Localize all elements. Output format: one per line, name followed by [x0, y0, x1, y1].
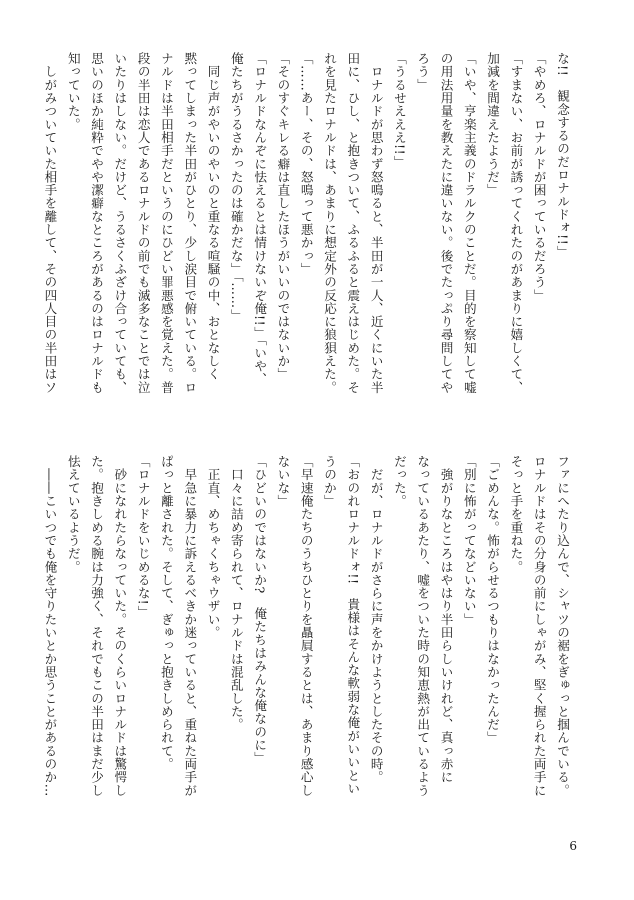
text-line: そっと手を重ねた。	[508, 455, 524, 574]
text-line: 思いのほか純粋でやや潔癖なところがあるのはロナルドも	[89, 52, 105, 394]
text-line: しがみついていた相手を離して、その四人目の半田はソ	[42, 52, 58, 394]
lower-text-block	[42, 455, 574, 820]
text-line: 「いや、亨楽主義のドラルクのことだ。目的を察知して嘘	[461, 52, 477, 394]
text-line: ファにへたり込んで、シャツの裾をぎゅっと掴んでいる。	[555, 455, 570, 797]
text-line: ロナルドが思わず怒鳴ると、半田が一人、近くにいた半	[368, 52, 384, 394]
text-line: うのか」	[322, 455, 338, 508]
text-line: 同じ声がやいのやいのと重なる喧騒の中、おとなしく	[205, 52, 221, 381]
text-line: 「別に怖がってなどいない」	[461, 455, 477, 626]
text-line: 強がりなところはやはり半田らしいけれど、真っ赤に	[438, 455, 454, 784]
text-line: 怯えているようだ。	[65, 455, 81, 574]
text-line: 「やめろ、ロナルドが困っているだろう」	[531, 52, 547, 302]
text-line: 加減を間違えたようだ」	[485, 52, 501, 197]
text-line: 正直、めちゃくちゃウザい。	[205, 455, 221, 640]
text-line: 「おのれロナルドォ!! 貴様はそんな軟弱な俺がいいとい	[345, 455, 361, 795]
text-line: 「ごめんな。怖がらせるつもりはなかったんだ」	[485, 455, 501, 745]
text-line: いたりはしない。だけど、うるさくふざけ合っていても、	[112, 52, 128, 394]
text-line: 田に、ひし、と抱きついて、ふるふると震えはじめた。そ	[345, 52, 361, 394]
text-line: の用法用量を教えたに違いない。後でたっぷり尋問してや	[438, 52, 454, 394]
page-number: 6	[569, 839, 577, 853]
upper-text-block	[42, 52, 574, 417]
text-line: 段の半田は恋人であるロナルドの前でも滅多なことでは泣	[135, 52, 151, 394]
text-line: な!! 観念するのだロナルドォ!!」	[555, 52, 570, 259]
text-line: 「早速俺たちのうちひとりを贔屓するとは、あまり感心し	[298, 455, 314, 797]
text-line: 「ひどいのではないか? 俺たちはみんな俺なのに」	[252, 455, 268, 765]
text-line: 口々に詰め寄られて、ロナルドは混乱した。	[228, 455, 244, 732]
text-line: 「ロナルドをいじめるな!」	[135, 455, 151, 619]
text-line: 「すまない、お前が誘ってくれたのがあまりに嬉しくて、	[508, 52, 524, 394]
text-line: 「ロナルドなんぞに怯えるとは情けないぞ俺!!」「いや、	[252, 52, 268, 386]
text-line: た。抱きしめる腕は力強く、それでもこの半田はまだ少し	[89, 455, 105, 797]
text-line: 「……あー、その、怒鳴って悪かっ」	[298, 52, 314, 276]
text-line: 砂になれたらなっていた。そのくらいロナルドは驚愕し	[112, 455, 128, 797]
text-line: ぱっと離された。そして、ぎゅっと抱きしめられて。	[158, 455, 174, 771]
text-line: ――こいつでも俺を守りたいとか思うことがあるのか…	[42, 455, 58, 797]
text-line: ナルドは半田相手だというのにひどい罪悪感を覚えた。普	[158, 52, 174, 394]
text-line: 「そのすぐキレる癖は直したほうがいいのではないか」	[275, 52, 291, 381]
text-line: 知っていた。	[65, 52, 81, 131]
text-line: だが、ロナルドがさらに声をかけようとしたその時。	[368, 455, 384, 784]
text-line: 俺たちがうるさかったのは確かだな」「……」	[228, 52, 244, 322]
text-line: なっているあたり、嘘をついた時の知恵熱が出ているよう	[415, 455, 431, 797]
text-line: れを見たロナルドは、あまりに想定外の反応に狼狽えた。	[322, 52, 338, 394]
text-line: 「うるせえええ!!」	[391, 52, 407, 169]
text-line: ないな」	[275, 455, 291, 508]
text-line: だった。	[391, 455, 407, 508]
text-line: 黙ってしまった半田がひとり、少し涙目で俯いている。ロ	[182, 52, 198, 394]
text-line: ろう」	[415, 52, 431, 92]
text-line: 早急に暴力に訴えるべきか迷っていると、重ねた両手が	[182, 455, 198, 797]
text-line: ロナルドはその分身の前にしゃがみ、堅く握られた両手に	[531, 455, 547, 797]
